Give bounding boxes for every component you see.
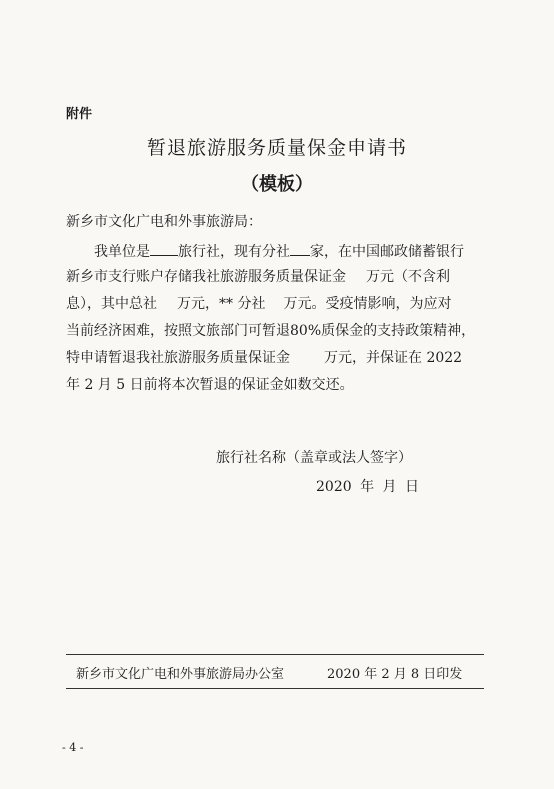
body-line-6: 年 2 月 5 日前将本次暂退的保证金如数交还。 (66, 377, 354, 393)
body-text-segment: 息），其中总社 (66, 296, 157, 312)
body-line-5 (66, 349, 496, 376)
document-title: 暂退旅游服务质量保金申请书 (146, 137, 407, 159)
body-text-segment: 新乡市支行账户存储我社旅游服务质量保证金 (66, 269, 346, 285)
body-text-segment: 旅行社，现有分社 (178, 244, 290, 260)
footer-issue-date: 2020 年 2 月 8 日印发 (327, 667, 463, 682)
body-line-4: 当前经济困难，按照文旅部门可暂退80%质保金的支持政策精神， (66, 323, 476, 339)
body-text (66, 241, 496, 403)
fill-blank (150, 241, 178, 256)
body-text-segment: 万元，并保证在 2022 (324, 350, 463, 366)
body-text-segment: 特申请暂退我社旅游服务质量保证金 (66, 350, 290, 366)
date-line: 2020 年 月 日 (316, 479, 419, 495)
attachment-label: 附件 (66, 107, 93, 122)
body-line-2 (66, 268, 496, 295)
footer-divider-top (66, 654, 484, 655)
document-subtitle: （模板） (241, 174, 313, 195)
fill-blank (290, 241, 310, 256)
body-line-1 (66, 241, 496, 268)
body-text-segment: 万元，** 分社 (177, 296, 266, 312)
signature-line: 旅行社名称（盖章或法人签字） (216, 450, 412, 466)
page-number: - 4 - (62, 741, 84, 754)
body-text-segment: 我单位是 (94, 244, 150, 260)
body-line-3 (66, 295, 496, 322)
salutation: 新乡市文化广电和外事旅游局： (66, 214, 262, 230)
footer-issuer: 新乡市文化广电和外事旅游局办公室 (76, 667, 285, 682)
body-text-segment: 家，在中国邮政储蓄银行 (310, 244, 464, 260)
body-text-segment: 万元。受疫情影响，为应对 (283, 296, 452, 312)
footer-divider-bottom (66, 688, 484, 689)
body-text-segment: 万元（不含利 (366, 269, 450, 285)
